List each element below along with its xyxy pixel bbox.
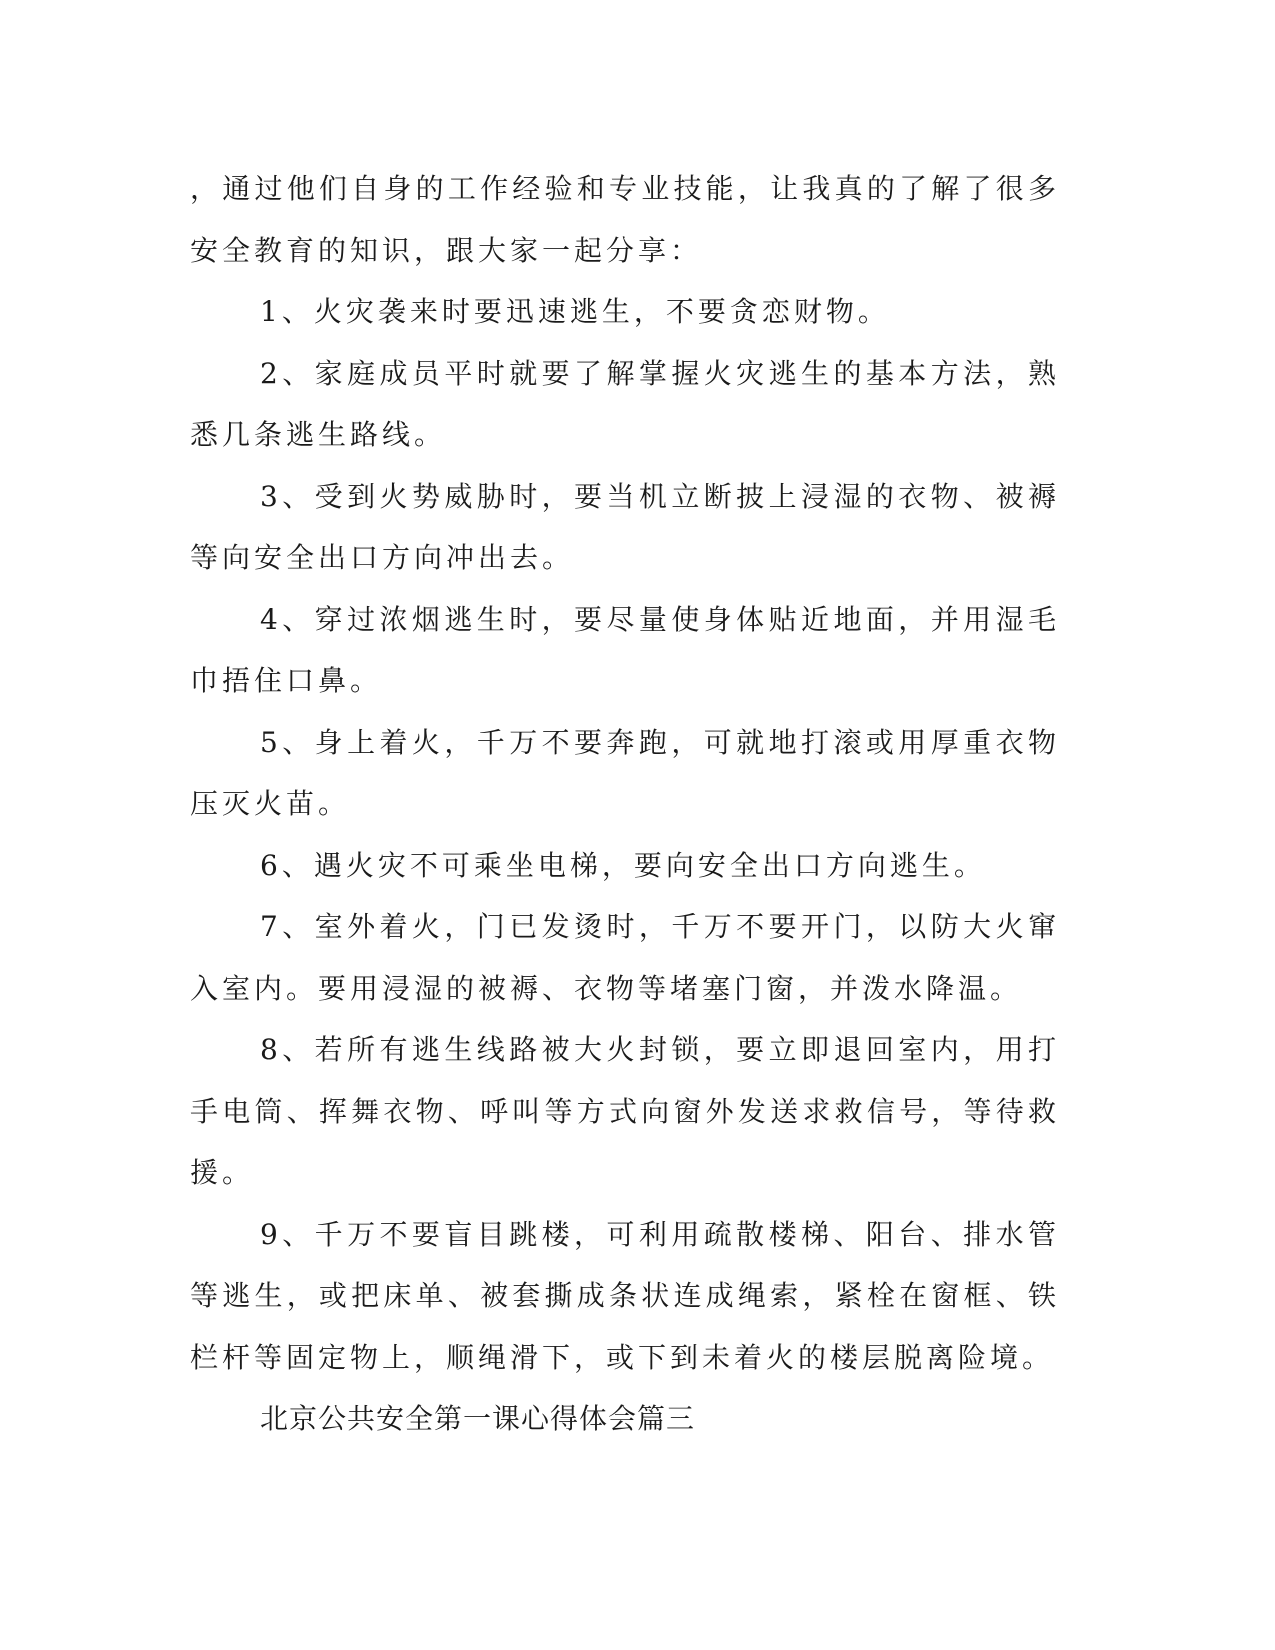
document-body bbox=[190, 158, 1060, 1450]
list-item: 9、千万不要盲目跳楼，可利用疏散楼梯、阳台、排水管等逃生，或把床单、被套撕成条状连成绳索，紧栓在窗框、铁栏杆等固定物上，顺绳滑下，或下到未着火的楼层脱离险境。 bbox=[190, 1217, 1060, 1374]
list-item: 7、室外着火，门已发烫时，千万不要开门，以防大火窜入室内。要用浸湿的被褥、衣物等堵塞门窗，并泼水降温。 bbox=[190, 910, 1060, 1005]
intro-paragraph: ，通过他们自身的工作经验和专业技能，让我真的了解了很多安全教育的知识，跟大家一起分享： bbox=[190, 172, 1060, 267]
list-item: 4、穿过浓烟逃生时，要尽量使身体贴近地面，并用湿毛巾捂住口鼻。 bbox=[190, 602, 1060, 697]
list-item: 3、受到火势威胁时，要当机立断披上浸湿的衣物、被褥等向安全出口方向冲出去。 bbox=[190, 479, 1060, 574]
list-item: 1、火灾袭来时要迅速逃生，不要贪恋财物。 bbox=[260, 295, 890, 328]
list-item: 8、若所有逃生线路被大火封锁，要立即退回室内，用打手电筒、挥舞衣物、呼叫等方式向窗外发送求救信号，等待救援。 bbox=[190, 1033, 1060, 1189]
list-item: 2、家庭成员平时就要了解掌握火灾逃生的基本方法，熟悉几条逃生路线。 bbox=[190, 356, 1060, 451]
list-item: 5、身上着火，千万不要奔跑，可就地打滚或用厚重衣物压灭火苗。 bbox=[190, 725, 1060, 820]
section-heading: 北京公共安全第一课心得体会篇三 bbox=[260, 1402, 696, 1435]
list-item: 6、遇火灾不可乘坐电梯，要向安全出口方向逃生。 bbox=[260, 848, 986, 882]
